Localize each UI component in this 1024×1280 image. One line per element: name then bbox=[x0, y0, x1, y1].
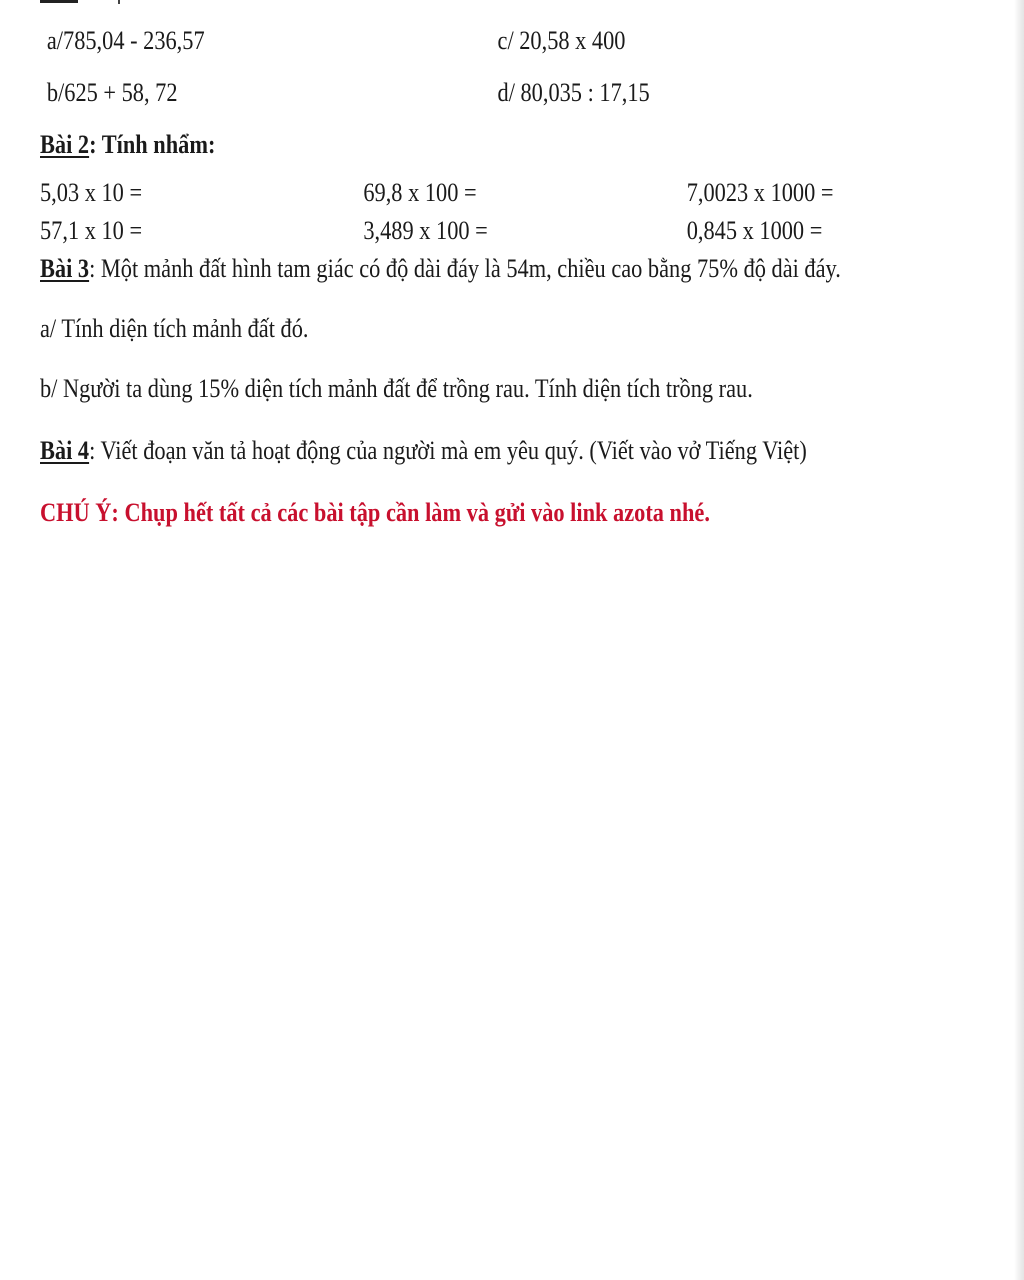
attention-note: CHÚ Ý: Chụp hết tất cả các bài tập cần làm và gửi vào link azota nhé. bbox=[40, 498, 710, 527]
bai3-part-b: b/ Người ta dùng 15% diện tích mảnh đất để trồng rau. Tính diện tích trồng rau. bbox=[40, 374, 753, 403]
bai2-item-6: 0,845 x 1000 = bbox=[686, 216, 823, 245]
bai1-item-d: d/ 80,035 : 17,15 bbox=[497, 78, 650, 107]
bai1-item-c: c/ 20,58 x 400 bbox=[497, 26, 626, 55]
bai2-item-2: 69,8 x 100 = bbox=[363, 178, 477, 207]
bai4-label: Bài 4 bbox=[40, 436, 90, 465]
bai3-label: Bài 3 bbox=[40, 254, 90, 283]
page-right-edge bbox=[1014, 0, 1024, 1280]
bai2-item-4: 57,1 x 10 = bbox=[40, 216, 143, 245]
bai2-title: : Tính nhẩm: bbox=[89, 130, 216, 159]
bai3-part-a: a/ Tính diện tích mảnh đất đó. bbox=[40, 314, 309, 343]
bai2-heading bbox=[40, 130, 215, 160]
top-tick-mark bbox=[118, 0, 120, 4]
bai1-item-a: a/785,04 - 236,57 bbox=[46, 26, 205, 55]
bai3-problem bbox=[40, 254, 841, 284]
bai4-text: : Viết đoạn văn tả hoạt động của người mà em yêu quý. (Viết vào vở Tiếng Việt) bbox=[89, 436, 807, 465]
bai1-item-b: b/625 + 58, 72 bbox=[46, 78, 178, 107]
bai4-problem bbox=[40, 436, 807, 466]
top-rule-mark bbox=[40, 0, 78, 3]
bai2-item-5: 3,489 x 100 = bbox=[363, 216, 488, 245]
bai3-text: : Một mảnh đất hình tam giác có độ dài đáy là 54m, chiều cao bằng 75% độ dài đáy. bbox=[89, 254, 841, 283]
bai2-label: Bài 2 bbox=[40, 130, 90, 159]
bai2-item-3: 7,0023 x 1000 = bbox=[686, 178, 834, 207]
bai2-item-1: 5,03 x 10 = bbox=[40, 178, 143, 207]
